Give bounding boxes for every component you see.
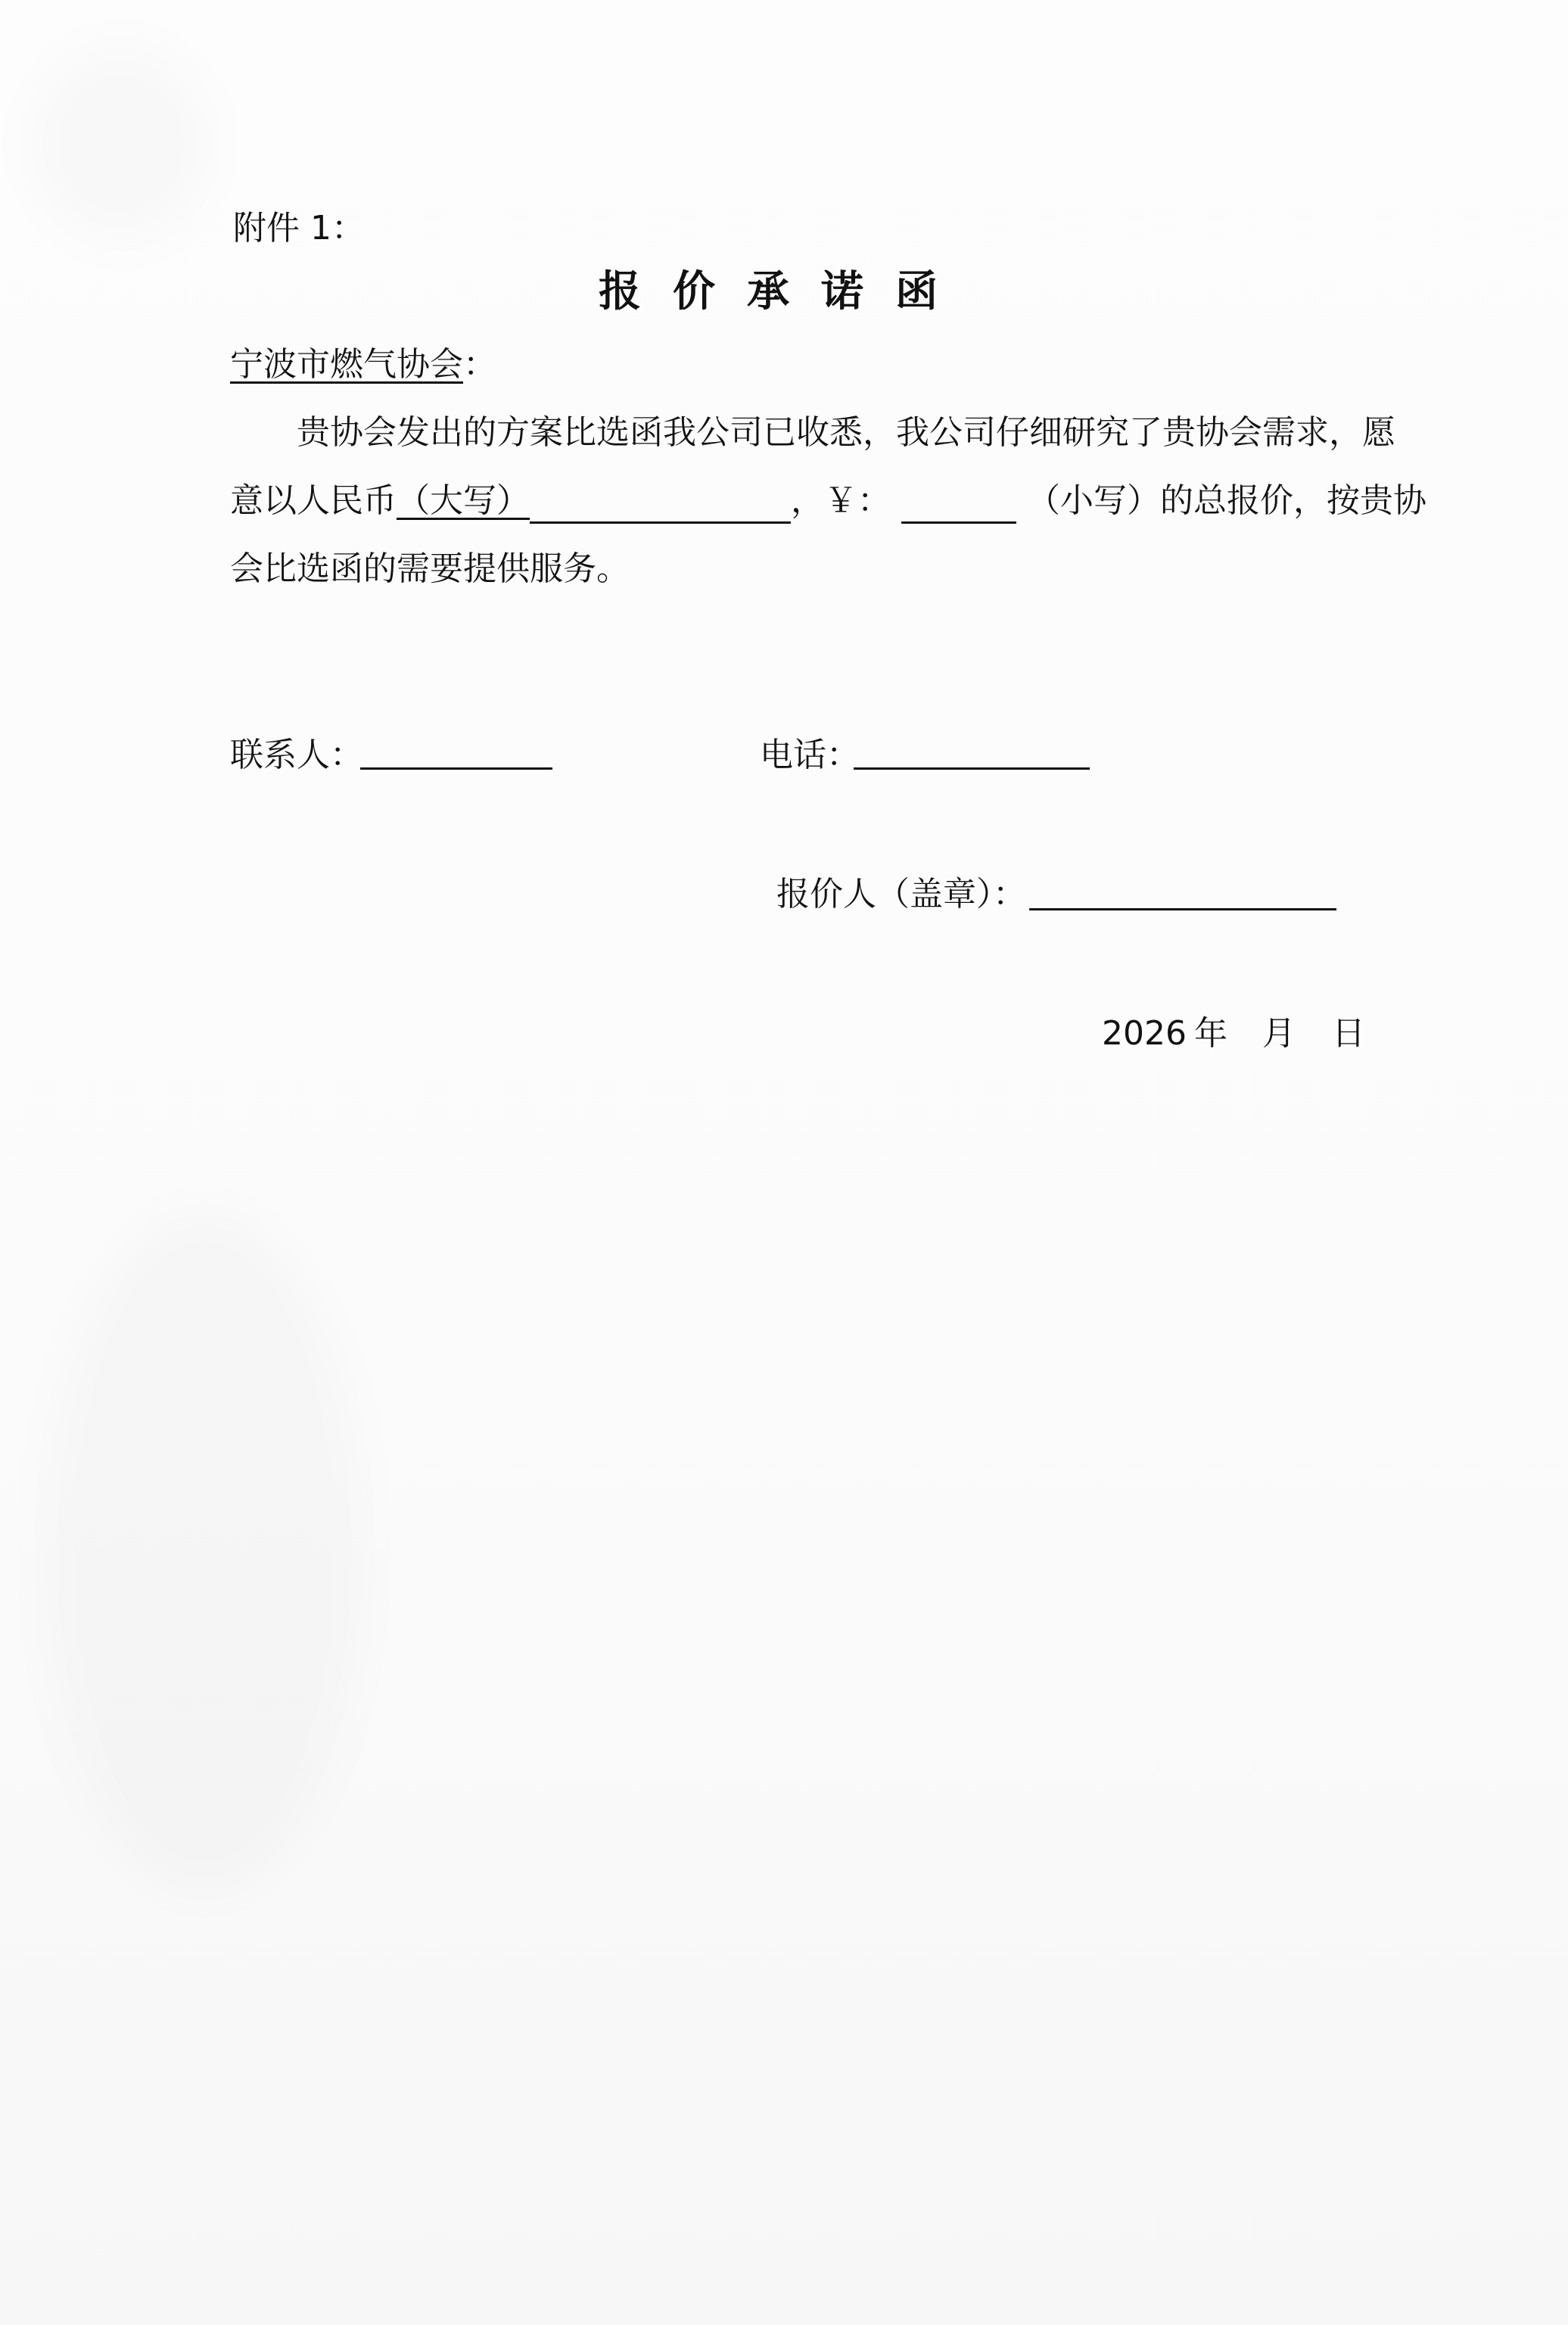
amount-lowercase-blank [901, 482, 1016, 524]
amount-lowercase-label: （小写）的总报价，按贵协 [1027, 481, 1426, 520]
body-line-3: 会比选函的需要提供服务。 [230, 549, 630, 588]
recipient-name: 宁波市燃气协会 [230, 345, 463, 384]
amount-uppercase-blank [530, 482, 791, 524]
date-month-label: 月 [1262, 1014, 1296, 1053]
attachment-label: 附件 1： [233, 209, 365, 247]
date-line [1102, 1011, 1365, 1057]
yuan-sign-label: ，￥： [791, 481, 891, 520]
amount-uppercase-label: （大写） [397, 481, 530, 520]
page-shade [30, 45, 212, 242]
document-title: 报价承诺函 [599, 266, 969, 316]
contact-label: 联系人： [230, 736, 363, 774]
body-line-2 [230, 478, 1426, 524]
contact-blank [360, 767, 552, 770]
date-year-label: 年 [1193, 1014, 1227, 1053]
body-line-1: 贵协会发出的方案比选函我公司已收悉，我公司仔细研究了贵协会需求，愿 [297, 413, 1395, 452]
recipient-line [230, 342, 496, 388]
currency-prefix: 意以人民币 [230, 481, 397, 520]
signer-label: 报价人（盖章）： [776, 875, 1026, 914]
phone-label: 电话： [760, 736, 860, 774]
recipient-colon: ： [463, 345, 496, 384]
date-year: 2026 [1102, 1014, 1187, 1053]
phone-blank [854, 767, 1090, 770]
signer-blank [1029, 908, 1336, 910]
date-day-label: 日 [1331, 1014, 1365, 1053]
page-shade [45, 1211, 363, 1892]
